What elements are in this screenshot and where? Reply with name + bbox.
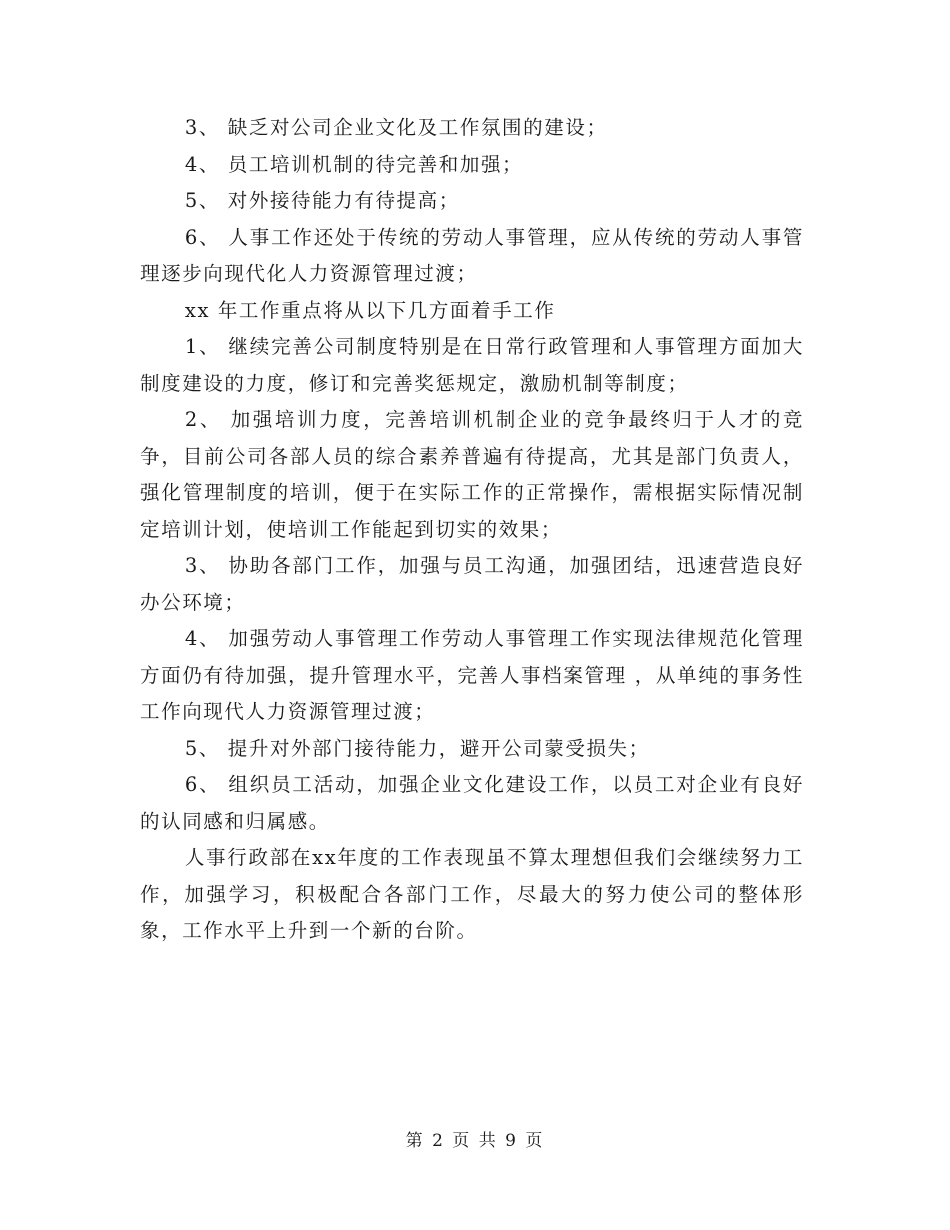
plan-item-4: 4、 加强劳动人事管理工作劳动人事管理工作实现法律规范化管理方面仍有待加强，提升管理水平，完善人事档案管理 ，从单纯的事务性工作向现代人力资源管理过渡； — [140, 627, 804, 723]
paragraph-item-3: 3、 缺乏对公司企业文化及工作氛围的建设； — [184, 116, 608, 139]
plan-item-3: 3、 协助各部门工作，加强与员工沟通，加强团结，迅速营造良好办公环境； — [140, 554, 804, 614]
closing-paragraph: 人事行政部在xx年度的工作表现虽不算太理想但我们会继续努力工作，加强学习，积极配合各部门工作，尽最大的努力使公司的整体形象，工作水平上升到一个新的台阶。 — [140, 846, 804, 942]
plan-item-2: 2、 加强培训力度，完善培训机制企业的竞争最终归于人才的竞争，目前公司各部人员的综合素养普遍有待提高，尤其是部门负责人，强化管理制度的培训，便于在实际工作的正常操作，需根据实际情况制定培训计划，使培训工作能起到切实的效果； — [140, 408, 804, 541]
paragraph-item-5: 5、 对外接待能力有待提高； — [184, 189, 460, 212]
plan-item-6: 6、 组织员工活动，加强企业文化建设工作，以员工对企业有良好的认同感和归属感。 — [140, 773, 804, 833]
section-heading: xx 年工作重点将从以下几方面着手工作 — [184, 298, 556, 322]
paragraph-item-6: 6、 人事工作还处于传统的劳动人事管理，应从传统的劳动人事管理逐步向现代化人力资源管理过渡； — [140, 225, 804, 285]
page-number-footer: 第 2 页 共 9 页 — [405, 1131, 545, 1151]
plan-item-1: 1、 继续完善公司制度特别是在日常行政管理和人事管理方面加大制度建设的力度，修订和完善奖惩规定，激励机制等制度； — [140, 335, 804, 395]
paragraph-item-4: 4、 员工培训机制的待完善和加强； — [184, 152, 524, 176]
document-body — [140, 110, 804, 950]
plan-item-5: 5、 提升对外部门接待能力，避开公司蒙受损失； — [184, 736, 650, 760]
